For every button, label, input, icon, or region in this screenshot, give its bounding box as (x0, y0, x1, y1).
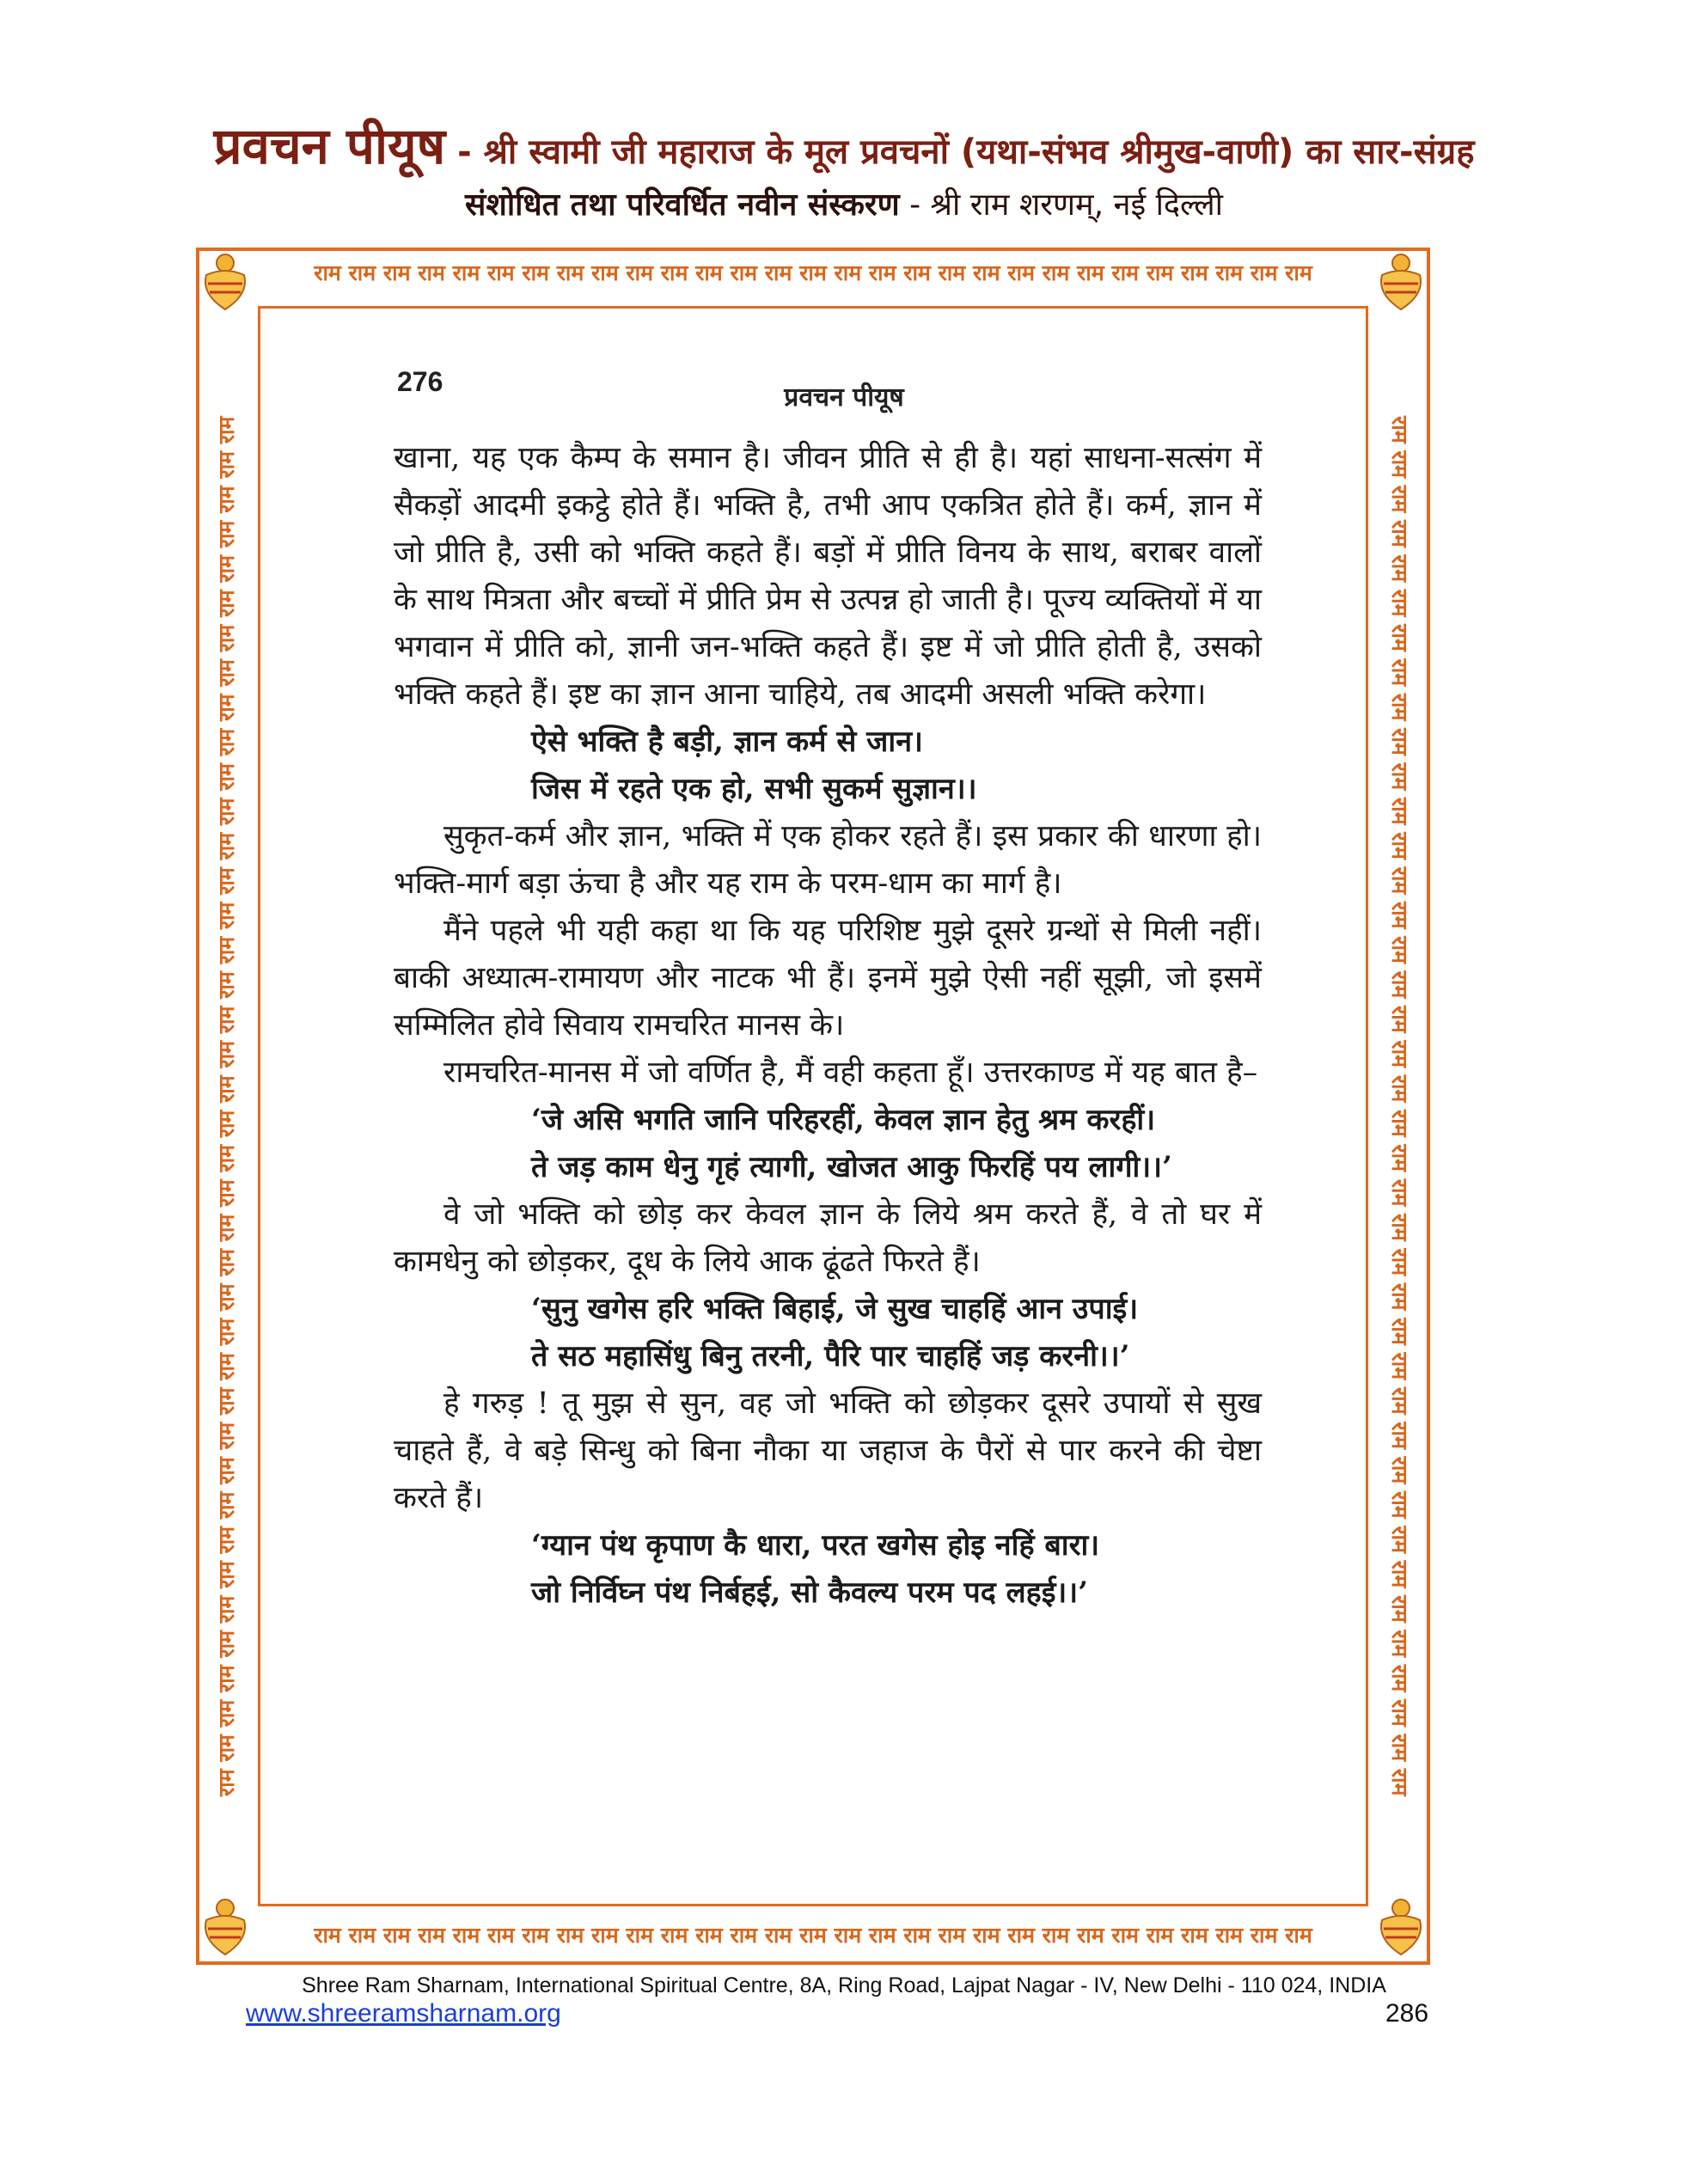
page-body (394, 435, 1262, 1617)
verse-line: ते सठ महासिंधु बिनु तरनी, पैरि पार चाहहिं जड़ करनी।।’ (531, 1339, 1130, 1373)
verse-line: ‘सुनु खगेस हरि भक्ति बिहाई, जे सुख चाहहिं आन उपाई। (531, 1292, 1139, 1326)
book-subtitle: - श्री स्वामी जी महाराज के मूल प्रवचनों (यथा-संभव श्रीमुख-वाणी) का सार-संग्रह (445, 132, 1475, 172)
ram-border-top: राम राम राम राम राम राम राम राम राम राम राम राम राम राम राम राम राम राम राम राम राम राम राम राम राम राम राम राम राम (314, 260, 1312, 285)
paragraph: वे जो भक्ति को छोड़ कर केवल ज्ञान के लिये श्रम करते हैं, वे तो घर में कामधेनु को छोड़कर, दूध के लिये आक ढूंढते फिरते हैं। (394, 1197, 1262, 1279)
running-head: प्रवचन पीयूष (784, 382, 904, 413)
footer-address: Shree Ram Sharnam, International Spiritual Centre, 8A, Ring Road, Lajpat Nagar - IV, New Delhi - 110 024, INDIA (302, 1973, 1386, 1997)
publisher-label: - श्री राम शरणम्, नई दिल्ली (899, 187, 1223, 223)
kalash-icon (1373, 249, 1428, 313)
ram-border-right: राम राम राम राम राम राम राम राम राम राम राम राम राम राम राम राम राम राम राम राम राम राम राम राम राम राम राम राम राम राम राम राम राम राम राम राम राम राम राम राम (1387, 416, 1412, 1796)
kalash-icon (198, 1894, 253, 1958)
paragraph: मैंने पहले भी यही कहा था कि यह परिशिष्ट मुझे दूसरे ग्रन्थों से मिली नहीं। बाकी अध्यात्म-रामायण और नाटक भी हैं। इनमें मुझे ऐसी नहीं सूझी, जो इसमें सम्मिलित होवे सिवाय रामचरित मानस के। (394, 914, 1262, 1043)
pdf-page-number: 286 (1385, 1999, 1429, 2028)
paragraph: सुकृत-कर्म और ज्ञान, भक्ति में एक होकर रहते हैं। इस प्रकार की धारणा हो। भक्ति-मार्ग बड़ा ऊंचा है और यह राम के परम-धाम का मार्ग है। (394, 819, 1262, 901)
verse-line: जिस में रहते एक हो, सभी सुकर्म सुज्ञान।। (531, 772, 977, 806)
verse-line: ‘ग्यान पंथ कृपाण कै धारा, परत खगेस होइ नहिं बारा। (531, 1528, 1100, 1563)
edition-label: संशोधित तथा परिवर्धित नवीन संस्करण (465, 187, 900, 223)
website-link[interactable]: www.shreeramsharnam.org (246, 1999, 561, 2028)
edition-line (0, 182, 1688, 224)
book-title: प्रवचन पीयूष (213, 117, 446, 175)
verse-line: ते जड़ काम धेनु गृहं त्यागी, खोजत आकु फिरहिं पय लागी।।’ (531, 1150, 1172, 1184)
kalash-icon (1373, 1894, 1428, 1958)
book-page-number: 276 (397, 366, 443, 397)
paragraph: खाना, यह एक कैम्प के समान है। जीवन प्रीति से ही है। यहां साधना-सत्संग में सैकड़ों आदमी इकट्ठे होते हैं। भक्ति है, तभी आप एकत्रित होते हैं। कर्म, ज्ञान में जो प्रीति है, उसी को भक्ति कहते हैं। बड़ों में प्रीति विनय के साथ, बराबर वालों के साथ मित्रता और बच्चों में प्रीति प्रेम से उत्पन्न हो जाती है। पूज्य व्यक्तियों में या भगवान में प्रीति को, ज्ञानी जन-भक्ति कहते हैं। इष्ट में जो प्रीति होती है, उसको भक्ति कहते हैं। इष्ट का ज्ञान आना चाहिये, तब आदमी असली भक्ति करेगा। (394, 441, 1262, 712)
verse-line: ‘जे असि भगति जानि परिहरहीं, केवल ज्ञान हेतु श्रम करहीं। (531, 1103, 1156, 1137)
verse-line: जो निर्विघ्न पंथ निर्बहई, सो कैवल्य परम पद लहई।।’ (531, 1575, 1089, 1610)
document-title (0, 110, 1688, 178)
paragraph: हे गरुड़ ! तू मुझ से सुन, वह जो भक्ति को छोड़कर दूसरे उपायों से सुख चाहते हैं, वे बड़े सिन्धु को बिना नौका या जहाज के पैरों से पार करने की चेष्टा करते हैं। (394, 1386, 1262, 1515)
verse-line: ऐसे भक्ति है बड़ी, ज्ञान कर्म से जान। (531, 725, 923, 759)
ram-border-left: राम राम राम राम राम राम राम राम राम राम राम राम राम राम राम राम राम राम राम राम राम राम राम राम राम राम राम राम राम राम राम राम राम राम राम राम राम राम राम राम (214, 416, 239, 1796)
kalash-icon (198, 249, 253, 313)
ram-border-bottom: राम राम राम राम राम राम राम राम राम राम राम राम राम राम राम राम राम राम राम राम राम राम राम राम राम राम राम राम राम (314, 1923, 1312, 1948)
paragraph: रामचरित-मानस में जो वर्णित है, मैं वही कहता हूँ। उत्तरकाण्ड में यह बात है– (443, 1055, 1258, 1090)
